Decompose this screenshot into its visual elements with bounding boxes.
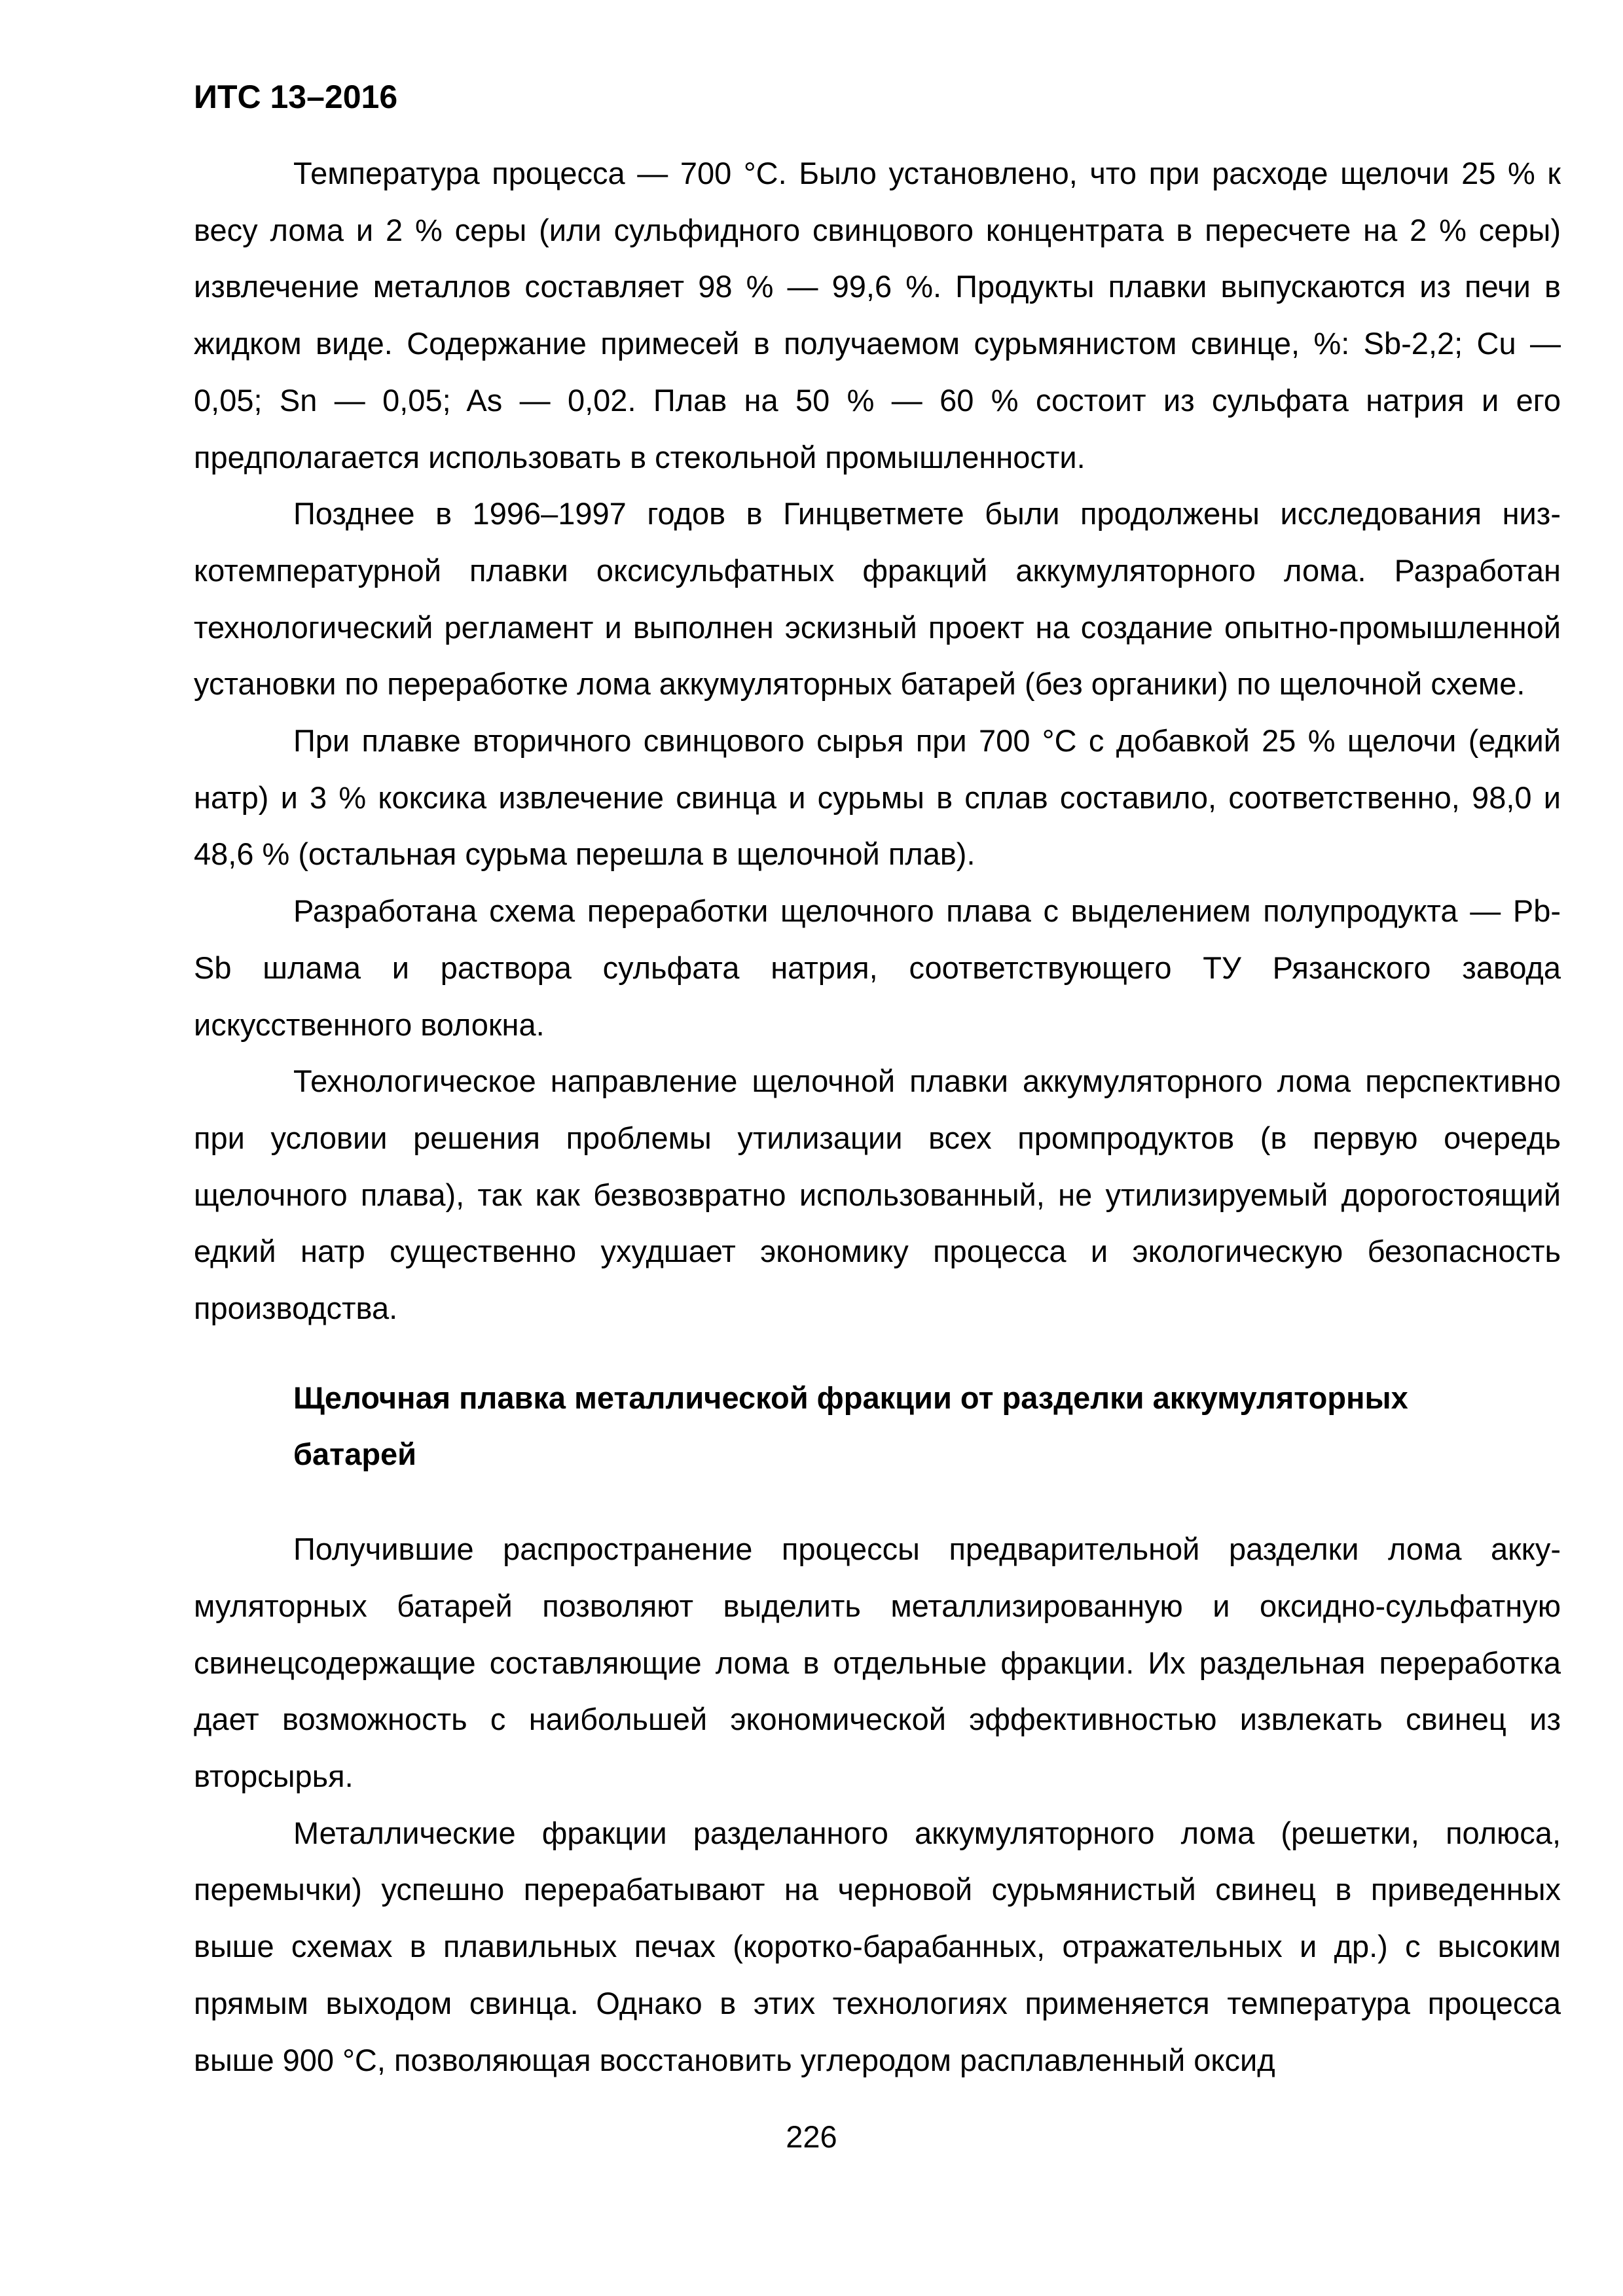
paragraph: Температура процесса — 700 °С. Было установлено, что при расходе щелочи 25 % к весу лома и 2 % серы (или сульфидного свинцового концентрата в пересчете на 2 % серы) извлечение металлов составляет 98 % — 99,6 %. Продукты плавки выпускаются из печи в жидком виде. Содержание примесей в получаемом сурьмянистом свинце, %: Sb-2,2; Cu — 0,05; Sn — 0,05; As — 0,02. Плав на 50 % — 60 % состоит из сульфата натрия и его предполагается использовать в стекольной промышленности. — [194, 156, 1561, 475]
paragraph: Металлические фракции разделанного аккумуляторного лома (решетки, полюса, перемычки) успешно перерабатывают на черновой сурьмянистый свинец в приведенных выше схемах в плавильных печах (коротко-барабанных, отражательных и др.) с высоким прямым выходом свинца. Однако в этих технологиях применяется температура процесса выше 900 °С, позволяющая восстановить углеродом расплавленный оксид — [194, 1815, 1561, 2077]
page-number: 226 — [786, 2119, 837, 2154]
paragraph: Получившие распространение процессы предварительной разделки лома аккумуляторных батарей позволяют выделить металлизированную и оксидно-сульфатную свинецсодержащие составляющие лома в отдельные фракции. Их раздельная переработка дает возможность с наибольшей экономической эффективностью извлекать свинец из вторсырья. — [194, 1532, 1561, 1793]
paragraph: При плавке вторичного свинцового сырья при 700 °С с добавкой 25 % щелочи (едкий натр) и 3 % коксика извлечение свинца и сурьмы в сплав составило, соответственно, 98,0 и 48,6 % (остальная сурьма перешла в щелочной плав). — [194, 723, 1561, 872]
paragraph: Разработана схема переработки щелочного плава с выделением полупродукта — Pb-Sb шлама и раствора сульфата натрия, соответствующего ТУ Рязанского завода искусственного волокна. — [194, 893, 1561, 1042]
section-heading: Щелочная плавка металлической фракции от разделки аккумуляторных батарей — [293, 1380, 1408, 1472]
running-header: ИТС 13–2016 — [194, 79, 398, 115]
paragraph: Позднее в 1996–1997 годов в Гинцветмете были продолжены исследования низкотемпературной плавки оксисульфатных фракций аккумуляторного лома. Разработан технологический регламент и выполнен эскизный проект на создание опытно-промышленной установки по переработке лома аккумуляторных батарей (без органики) по щелочной схеме. — [194, 496, 1561, 702]
paragraph: Технологическое направление щелочной плавки аккумуляторного лома перспективно при условии решения проблемы утилизации всех промпродуктов (в первую очередь щелочного плава), так как безвозвратно использованный, не утилизируемый дорогостоящий едкий натр существенно ухудшает экономику процесса и экологическую безопасность производства. — [194, 1064, 1561, 1326]
page-body — [194, 145, 1561, 2089]
